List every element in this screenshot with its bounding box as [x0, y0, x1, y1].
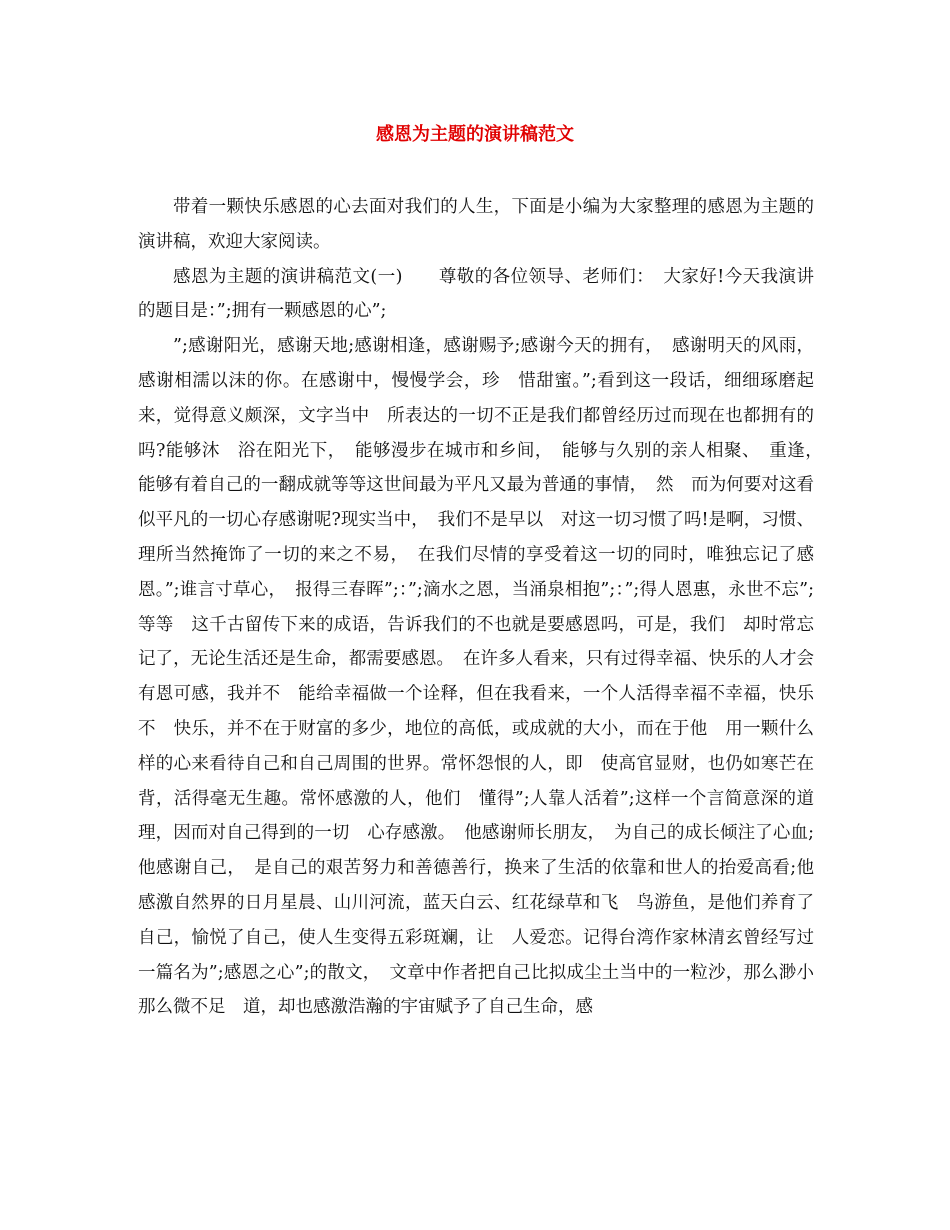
paragraph-speech-heading: 感恩为主题的演讲稿范文(一) 尊敬的各位领导、老师们： 大家好!今天我演讲的题目是：”;拥有一颗感恩的心”; — [138, 266, 814, 322]
paragraph-speech-body: ”;感谢阳光，感谢天地;感谢相逢，感谢赐予;感谢今天的拥有， 感谢明天的风雨，感谢相濡以沫的你。在感谢中，慢慢学会，珍 惜甜蜜。”;看到这一段话，细细琢磨起来，觉得意义颇深，文字当中 所表达的一切不正是我们都曾经历过而现在也都拥有的吗?能够沐 浴在阳光下， 能够漫步在城市和乡间， 能够与久别的亲人相聚、 重逢， 能够有着自己的一翻成就等等这世间最为平凡又最为普通的事情， 然 而为何要对这看似平凡的一切心存感谢呢?现实当中， 我们不是早以 对这一切习惯了吗!是啊，习惯、理所当然掩饰了一切的来之不易， 在我们尽情的享受着这一切的同时，唯独忘记了感恩。”;谁言寸草心， 报得三春晖”;：”;滴水之恩，当涌泉相抱”;：”;得人恩惠，永世不忘”;等等 这千古留传下来的成语，告诉我们的不也就是要感恩吗，可是，我们 却时常忘记了，无论生活还是生命，都需要感恩。 在许多人看来，只有过得幸福、快乐的人才会有恩可感，我并不 能给幸福做一个诠释，但在我看来，一个人活得幸福不幸福，快乐不 快乐，并不在于财富的多少，地位的高低，或成就的大小，而在于他 用一颗什么样的心来看待自己和自己周围的世界。常怀怨恨的人，即 使高官显财，也仍如寒芒在背，活得毫无生趣。常怀感激的人，他们 懂得”;人靠人活着”;这样一个言简意深的道理，因而对自己得到的一切 心存感激。 他感谢师长朋友， 为自己的成长倾注了心血;他感谢自己， 是自己的艰苦努力和善德善行，换来了生活的依靠和世人的抬爱高看;他感激自然界的日月星晨、山川河流，蓝天白云、红花绿草和飞 鸟游鱼，是他们养育了自己，愉悦了自己，使人生变得五彩斑斓，让 人爱恋。记得台湾作家林清玄曾经写过一篇名为”;感恩之心”;的散文， 文章中作者把自己比拟成尘土当中的一粒沙，那么渺小那么微不足 道，却也感激浩瀚的宇宙赋予了自己生命，感 — [138, 336, 832, 1018]
document-body — [138, 190, 832, 1025]
paragraph-intro: 带着一颗快乐感恩的心去面对我们的人生，下面是小编为大家整理的感恩为主题的演讲稿，欢迎大家阅读。 — [138, 197, 814, 252]
document-title: 感恩为主题的演讲稿范文 — [376, 124, 574, 145]
